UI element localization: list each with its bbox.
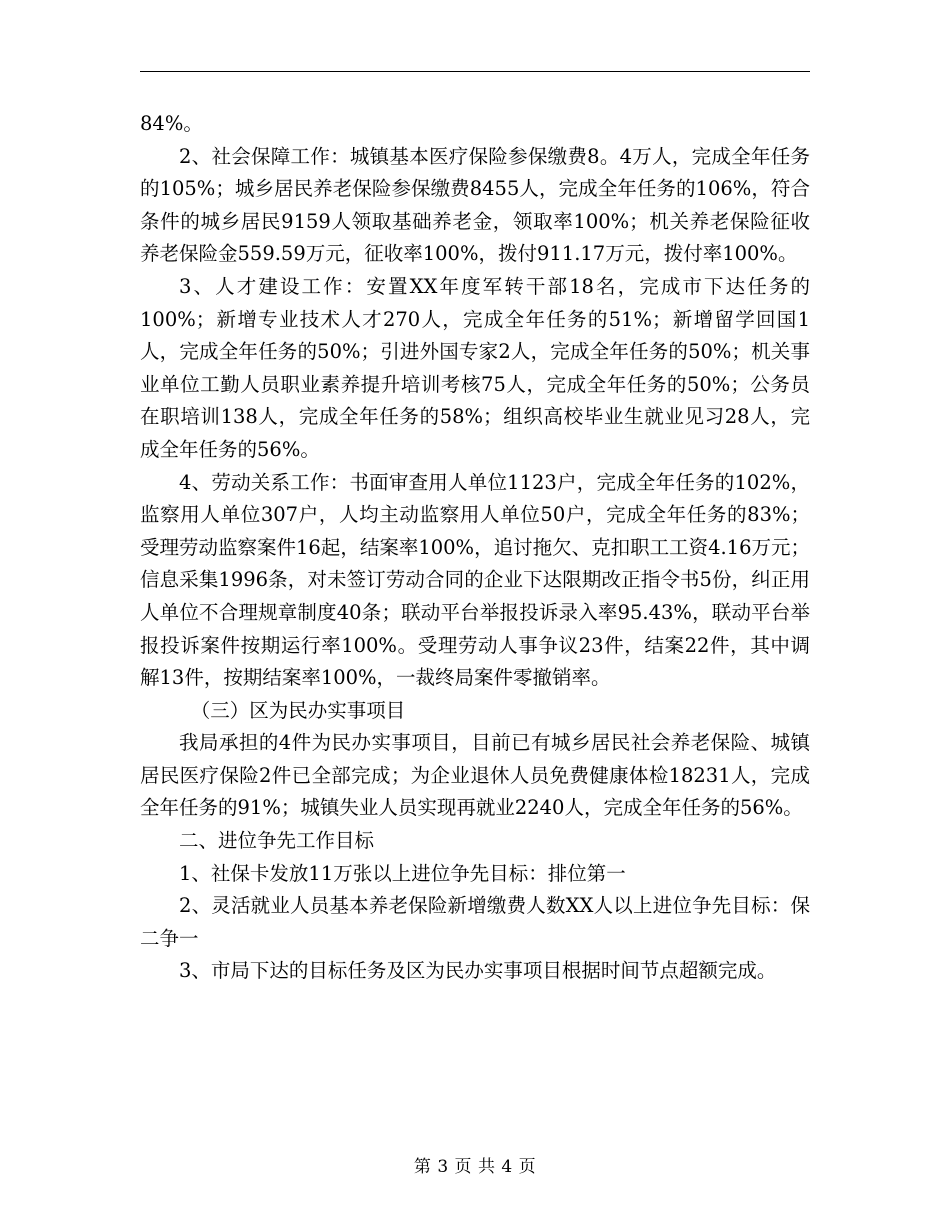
goal-item-2: 2、灵活就业人员基本养老保险新增缴费人数XX人以上进位争先目标：保二争一 (140, 894, 810, 950)
goal-item-1: 1、社保卡发放11万张以上进位争先目标：排位第一 (179, 861, 626, 885)
goal-item-3: 3、市局下达的目标任务及区为民办实事项目根据时间节点超额完成。 (179, 959, 777, 983)
header-rule (140, 71, 810, 72)
paragraph-continuation: 84%。 (140, 112, 203, 135)
section-heading-practical-projects: （三）区为民办实事项目 (190, 698, 406, 722)
paragraph-social-security: 2、社会保障工作：城镇基本医疗保险参保缴费8。4万人，完成全年任务的105%；城乡居民养老保险参保缴费8455人，完成全年任务的106%，符合条件的城乡居民9159人领取基础养老金，领取率100%；机关养老保险征收养老保险金559.59万元，征收率100%，拨付911.17万元，拨付率100%。 (140, 144, 810, 266)
paragraph-practical-projects: 我局承担的4件为民办实事项目，目前已有城乡居民社会养老保险、城镇居民医疗保险2件已全部完成；为企业退休人员免费健康体检18231人，完成全年任务的91%；城镇失业人员实现再就业2240人，完成全年任务的56%。 (140, 731, 810, 820)
section-heading-goals: 二、进位争先工作目标 (179, 829, 375, 853)
page-number-footer: 第 3 页 共 4 页 (413, 1157, 537, 1177)
document-body (140, 108, 810, 988)
paragraph-talent-building: 3、人才建设工作：安置XX年度军转干部18名，完成市下达任务的100%；新增专业技术人才270人，完成全年任务的51%；新增留学回国1人，完成全年任务的50%；引进外国专家2人，完成全年任务的50%；机关事业单位工勤人员职业素养提升培训考核75人，完成全年任务的50%；公务员在职培训138人，完成全年任务的58%；组织高校毕业生就业见习28人，完成全年任务的56%。 (140, 274, 810, 461)
paragraph-labor-relations: 4、劳动关系工作：书面审查用人单位1123户，完成全年任务的102%，监察用人单位307户，人均主动监察用人单位50户，完成全年任务的83%；受理劳动监察案件16起，结案率100%，追讨拖欠、克扣职工工资4.16万元；信息采集1996条，对未签订劳动合同的企业下达限期改正指令书5份，纠正用人单位不合理规章制度40条；联动平台举报投诉录入率95.43%，联动平台举报投诉案件按期运行率100%。受理劳动人事争议23件，结案22件，其中调解13件，按期结案率100%，一裁终局案件零撤销率。 (140, 470, 810, 690)
